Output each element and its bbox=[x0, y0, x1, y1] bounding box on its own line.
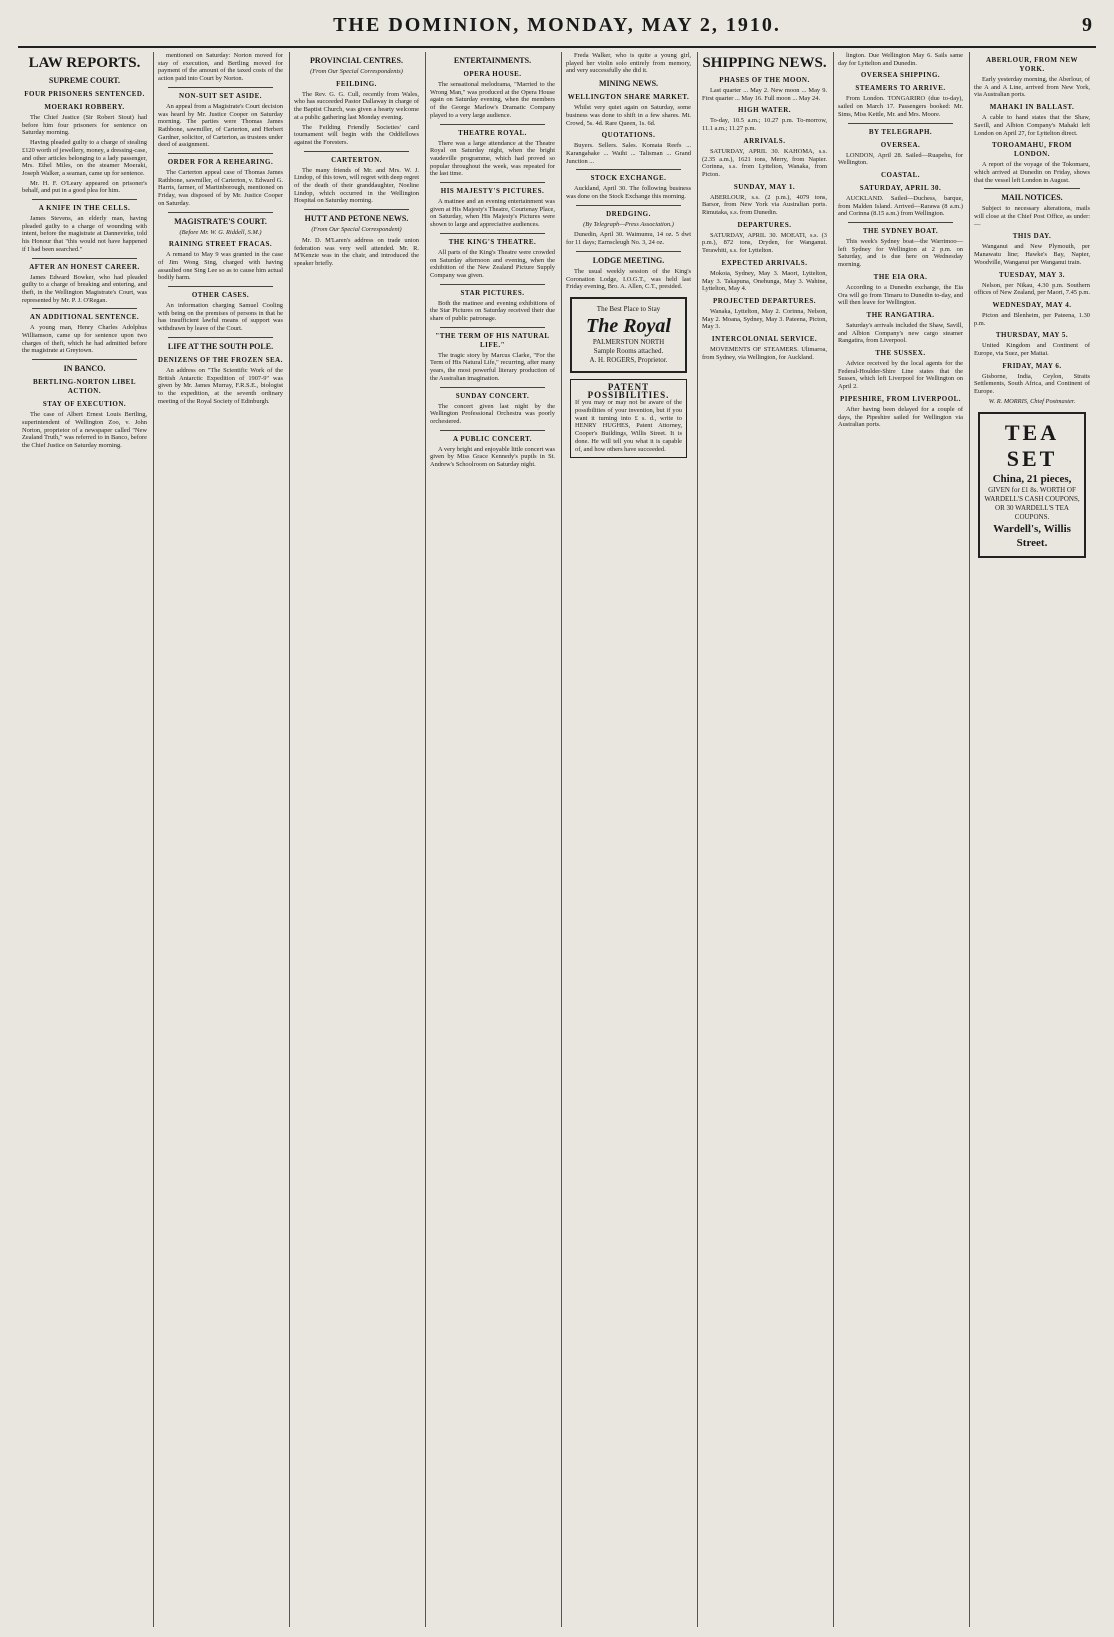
paragraph: Wanaka, Lyttelton, May 2. Corinna, Nelson, May 2. Moana, Sydney, May 3. Pateena, Picton, May 3. bbox=[702, 307, 827, 331]
paragraph: James Stevens, an elderly man, having pleaded guilty to a charge of wounding with intent, before the magistrate at Dannevirke, told his Honour that "this would not have happened if I had been searched." bbox=[22, 215, 147, 253]
patent-body: If you may or may not be aware of the possibilities of your invention, but if you want it turning into £ s. d., write to HENRY HUGHES, Patent Attorney, Cooper's Buildings, Willis Street. It is done. He will tell you what it is capable of, and how others have succeeded. bbox=[575, 399, 682, 453]
story-title: HUTT AND PETONE NEWS. bbox=[304, 214, 409, 224]
paragraph: Early yesterday morning, the Aberlour, of the A and A Line, arrived from New York, via Australian ports. bbox=[974, 76, 1090, 99]
story-title: NON-SUIT SET ASIDE. bbox=[179, 91, 262, 100]
divider bbox=[32, 359, 137, 360]
story-title: THE RANGATIRA. bbox=[866, 310, 935, 319]
divider bbox=[848, 222, 953, 223]
story-title: A KNIFE IN THE CELLS. bbox=[38, 204, 131, 213]
story-title: THE SUSSEX. bbox=[875, 349, 926, 358]
paragraph: The many friends of Mr. and Mrs. W. J. Lindop, of this town, will regret with deep regret of the death of their granddaughter, Noeline Lindop, which occurred in the Wellington Hospital on Saturday morning. bbox=[294, 166, 419, 205]
story-subtitle: DENIZENS OF THE FROZEN SEA. bbox=[158, 355, 283, 364]
paragraph: Mr. D. M'Laren's address on trade union federation was very well attended. Mr. R. M'Kenzie was in the chair, and introduced the speaker briefly. bbox=[294, 236, 419, 267]
story-title: ORDER FOR A REHEARING. bbox=[167, 158, 274, 167]
paragraph: A young man, Henry Charles Adolphus Williamson, came up for sentence upon two charges of theft, which he had admitted before the magistrate at Greytown. bbox=[22, 324, 147, 355]
paragraph: Saturday's arrivals included the Shaw, Savill, and Albion Company's new cargo steamer Rangatira, from Liverpool. bbox=[838, 321, 963, 345]
paragraph: The sensational melodrama, "Married to the Wrong Man," was produced at the Opera House again on Saturday evening, when the members of the George Marlow's Dramatic Company played to a very large audience. bbox=[430, 81, 555, 119]
paragraph: Mr. H. F. O'Leary appeared on prisoner's behalf, and put in a good plea for him. bbox=[22, 179, 147, 195]
story-subtitle: (Before Mr. W. G. Riddell, S.M.) bbox=[179, 228, 262, 236]
divider bbox=[304, 151, 409, 152]
story-subtitle: MOERAKI ROBBERY. bbox=[44, 103, 125, 111]
divider bbox=[168, 212, 273, 213]
paragraph: According to a Dunedin exchange, the Eia Ora will go from Timaru to Dunedin to-day, and will then leave for Wellington. bbox=[838, 283, 963, 307]
story-title: STOCK EXCHANGE. bbox=[590, 174, 667, 183]
story-title: A PUBLIC CONCERT. bbox=[452, 434, 533, 443]
story-subtitle: (By Telegraph—Press Association.) bbox=[583, 220, 674, 228]
story-title: LODGE MEETING. bbox=[592, 255, 665, 265]
paragraph: Last quarter ... May 2. New moon ... May 9. First quarter ... May 16. Full moon ... May 24. bbox=[702, 87, 827, 102]
paragraph: Gisborne, India, Ceylon, Straits Settlements, South Africa, and Continent of Europe. bbox=[974, 372, 1090, 396]
paragraph: Having pleaded guilty to a charge of stealing £120 worth of jewellery, money, a dressing-case, and other articles belonging to a lady passenger, Mrs. Ethel Miles, on the steamer Moeraki, Joseph Walker, a seaman, came up for sentence. bbox=[22, 139, 147, 177]
divider bbox=[440, 284, 545, 285]
divider bbox=[304, 209, 409, 210]
paragraph: To-day, 10.5 a.m.; 10.27 p.m. To-morrow, 11.1 a.m.; 11.27 p.m. bbox=[702, 117, 827, 133]
story-title: OPERA HOUSE. bbox=[463, 70, 522, 78]
story-subtitle: TUESDAY, MAY 3. bbox=[999, 270, 1065, 279]
paragraph: After having been delayed for a couple of days, the Pipeshire sailed for Wellington via Australian ports. bbox=[838, 405, 963, 429]
story-title: OTHER CASES. bbox=[191, 291, 250, 300]
paragraph: A remand to May 9 was granted in the case of Jim Wong Sing, charged with having assaulted one Sing Lee so as to cause him actual bodily harm. bbox=[158, 251, 283, 282]
divider bbox=[32, 199, 137, 200]
story-title: PIPESHIRE, FROM LIVERPOOL. bbox=[839, 394, 962, 403]
paragraph: Wanganui and New Plymouth, per Manawatu line; Hawke's Bay, Napier, Woodville, Wanganui per Wanganui train. bbox=[974, 243, 1090, 266]
divider bbox=[576, 205, 681, 206]
divider bbox=[32, 258, 137, 259]
ad-name: The Royal bbox=[586, 314, 671, 337]
column-court-cases bbox=[154, 52, 290, 1627]
paragraph: United Kingdom and Continent of Europe, via Suez, per Maitai. bbox=[974, 342, 1090, 358]
story-title: STAR PICTURES. bbox=[460, 288, 525, 297]
paragraph: This week's Sydney boat—the Warrimoo—left Sydney for Wellington at 2 p.m. on Saturday, and is due here on Wednesday morning. bbox=[838, 238, 963, 269]
story-subtitle: STAY OF EXECUTION. bbox=[42, 400, 127, 409]
story-title: AFTER AN HONEST CAREER. bbox=[29, 262, 140, 271]
ad-tagline: The Best Place to Stay bbox=[596, 304, 661, 313]
paragraph: An appeal from a Magistrate's Court decision was heard by Mr. Justice Cooper on Saturday morning. The parties were Thomas James Rathbone, sawmiller, of Carterton, and Herbert Gardner, solicitor, of Carterton, as trustees under deed of assignment. bbox=[158, 102, 283, 149]
paragraph: Subject to necessary alterations, mails will close at the Chief Post Office, as under:— bbox=[974, 205, 1090, 228]
story-title: FEILDING. bbox=[336, 79, 377, 88]
paragraph: MOVEMENTS OF STEAMERS. Ulimaroa, from Sydney, via Wellington, for Auckland. bbox=[702, 346, 827, 361]
paragraph: A report of the voyage of the Tokomaru, which arrived at Dunedin on Friday, shows that the vessel left London in August. bbox=[974, 161, 1090, 184]
paragraph: SATURDAY, APRIL 30. MOEATI, s.s. (3 p.m.), 872 tons, Dryden, for Wanganui. Terawhiti, s.s. for Lyttelton. bbox=[702, 231, 827, 255]
story-title: HIGH WATER. bbox=[737, 106, 792, 115]
divider bbox=[440, 182, 545, 183]
section-heading: ENTERTAINMENTS. bbox=[453, 56, 532, 65]
divider bbox=[440, 327, 545, 328]
story-title: INTERCOLONIAL SERVICE. bbox=[711, 335, 818, 344]
paragraph: A matinee and an evening entertainment was given at His Majesty's Theatre, Courtenay Place, on Saturday, when His Majesty's Pictures were shown to large and appreciative audiences. bbox=[430, 198, 555, 229]
story-title: AN ADDITIONAL SENTENCE. bbox=[29, 313, 140, 322]
divider bbox=[576, 169, 681, 170]
paragraph: All parts of the King's Theatre were crowded on Saturday afternoon and evening, when the exhibition of the New Zealand Picture Supply Company was given. bbox=[430, 248, 555, 279]
paragraph: James Edward Bowker, who had pleaded guilty to a charge of breaking and entering, and theft, in the Wellington Magistrate's Court, was represented by Mr. P. J. O'Regan. bbox=[22, 273, 147, 304]
paragraph: The concert given last night by the Wellington Professional Orchestra was poorly orchestered. bbox=[430, 402, 555, 425]
column-provincial bbox=[290, 52, 426, 1627]
story-title: HIS MAJESTY'S PICTURES. bbox=[440, 187, 545, 196]
paragraph: Mokoia, Sydney, May 3. Maori, Lyttelton, May 3. Takapuna, Onehunga, May 3. Wahine, Lyttelton, May 4. bbox=[702, 269, 827, 293]
divider bbox=[984, 188, 1080, 189]
divider bbox=[32, 308, 137, 309]
story-title: MAGISTRATE'S COURT. bbox=[174, 216, 267, 226]
story-title: ABERLOUR, FROM NEW YORK. bbox=[985, 56, 1079, 73]
column-entertainments bbox=[426, 52, 562, 1627]
divider bbox=[440, 124, 545, 125]
royal-hotel-ad bbox=[570, 297, 687, 373]
paragraph: lington. Due Wellington May 6. Sails same day for Lyttelton and Dunedin. bbox=[838, 52, 963, 67]
tea-ad-footer: Wardell's, Willis Street. bbox=[993, 522, 1071, 549]
section-subtitle: (From Our Special Correspondents) bbox=[310, 68, 403, 75]
story-subtitle: OVERSEA. bbox=[880, 140, 921, 149]
divider bbox=[168, 87, 273, 88]
story-title: QUOTATIONS. bbox=[601, 131, 656, 140]
story-title: LIFE AT THE SOUTH POLE. bbox=[167, 341, 274, 351]
divider bbox=[168, 337, 273, 338]
paragraph: The tragic story by Marcus Clarke, "For the Term of His Natural Life," recurring, after many years, the most powerful literary production of the Australian imagination. bbox=[430, 351, 555, 382]
patent-title: PATENT POSSIBILITIES. bbox=[587, 381, 670, 400]
story-title: DEPARTURES. bbox=[737, 220, 792, 229]
story-subtitle: THIS DAY. bbox=[1012, 232, 1052, 241]
divider bbox=[168, 286, 273, 287]
paragraph: An information charging Samuel Cooling with being on the premises of persons in that he has insufficient lawful means of support was withdrawn by leave of the Court. bbox=[158, 302, 283, 333]
section-heading: MINING NEWS. bbox=[598, 79, 659, 89]
story-title: ARRIVALS. bbox=[743, 136, 786, 145]
tea-set-ad bbox=[978, 412, 1086, 558]
paragraph: Whilst very quiet again on Saturday, some business was done to shift in a few shares. Mt. Crowd, 5s. 4d. Rare Queen, 1s. 6d. bbox=[566, 104, 691, 127]
column-mail-notices bbox=[970, 52, 1096, 1627]
paragraph: LONDON, April 28. Sailed—Ruapehu, for Wellington. bbox=[838, 151, 963, 167]
story-title: THE EIA ORA. bbox=[873, 272, 928, 281]
section-heading: PROVINCIAL CENTRES. bbox=[310, 56, 403, 65]
patent-ad bbox=[570, 379, 687, 458]
ad-proprietor: A. H. ROGERS, Proprietor. bbox=[589, 355, 668, 364]
divider bbox=[848, 123, 953, 124]
subheading: SUPREME COURT. bbox=[48, 76, 121, 85]
paragraph: Advice received by the local agents for the Federal-Houlder-Shire Line states that the Sussex, which left Liverpool for Wellington on April 2. bbox=[838, 360, 963, 391]
paragraph: Picton and Blenheim, per Pateena, 1.30 p.m. bbox=[974, 311, 1090, 327]
section-heading: LAW REPORTS. bbox=[28, 55, 141, 71]
paragraph: From London. TONGARIRO (due to-day), sailed on March 17. Passengers booked: Mr. Sims, Miss Kettle, Mr. and Mrs. Moore. bbox=[838, 95, 963, 118]
postmaster-signature: W. R. MORRIS, Chief Postmaster. bbox=[988, 397, 1076, 405]
divider bbox=[440, 233, 545, 234]
divider bbox=[576, 251, 681, 252]
divider bbox=[168, 153, 273, 154]
column-mining bbox=[562, 52, 698, 1627]
story-title: EXPECTED ARRIVALS. bbox=[721, 258, 808, 267]
story-title: MAHAKI IN BALLAST. bbox=[989, 103, 1075, 112]
story-subtitle: (From Our Special Correspondent) bbox=[311, 226, 402, 234]
paragraph: The Chief Justice (Sir Robert Stout) had before him four prisoners for sentence on Saturday morning. bbox=[22, 114, 147, 137]
paragraph: There was a large attendance at the Theatre Royal on Saturday night, when the bright vaudeville programme, which had proved so popular throughout the week, was repeated for the last time. bbox=[430, 139, 555, 178]
page-number: 9 bbox=[1082, 14, 1092, 36]
story-subtitle: WEDNESDAY, MAY 4. bbox=[992, 300, 1072, 309]
story-subtitle: SATURDAY, APRIL 30. bbox=[859, 183, 942, 192]
paragraph: SATURDAY, APRIL 30. KAHOMA, s.s. (2.35 a.m.), 1621 tons, Merry, from Napier. Corinna, s.s. from Lyttelton, Wanaka, from Picton. bbox=[702, 147, 827, 178]
paragraph: mentioned on Saturday: Norton moved for stay of execution, and Bertling moved for payment of the amount of the taxed costs of the action paid into Court by Norton. bbox=[158, 52, 283, 83]
story-title: SUNDAY, MAY 1. bbox=[733, 182, 796, 191]
paragraph: The Feilding Friendly Societies' card tournament will begin with the Oddfellows against the Foresters. bbox=[294, 123, 419, 146]
story-title: BY TELEGRAPH. bbox=[868, 127, 933, 136]
story-title: SUNDAY CONCERT. bbox=[455, 391, 530, 400]
paragraph: An address on "The Scientific Work of the British Antarctic Expedition of 1907-9" was given by Mr. James Murray, F.R.S.E., biologist to the expedition, at the seventh ordinary meeting of the Royal Society of Edinburgh. bbox=[158, 366, 283, 405]
story-subtitle: THURSDAY, MAY 5. bbox=[995, 331, 1069, 340]
story-subtitle: FRIDAY, MAY 6. bbox=[1002, 361, 1062, 370]
paragraph: Both the matinee and evening exhibitions of the Star Pictures on Saturday received their due share of public patronage. bbox=[430, 299, 555, 323]
ad-note: Sample Rooms attached. bbox=[593, 346, 664, 355]
paragraph: The case of Albert Ernest Louis Bertling, superintendent of Wellington Zoo, v. John Norton, proprietor of a newspaper called "New Zealand Truth," was referred to in Banco, before the Chief Justice on Saturday morning. bbox=[22, 411, 147, 449]
column-shipping bbox=[698, 52, 834, 1627]
section-heading: SHIPPING NEWS. bbox=[702, 55, 827, 71]
paragraph: The Rev. G. G. Cull, recently from Wales, who has succeeded Pastor Dallaway in charge of the Baptist Church, was given a hearty welcome at a public gathering last Monday evening. bbox=[294, 90, 419, 121]
story-subtitle: RAINING STREET FRACAS. bbox=[168, 240, 273, 249]
masthead-title: THE DOMINION, MONDAY, MAY 2, 1910. bbox=[333, 14, 781, 36]
tea-ad-line2: GIVEN for £1 8s. WORTH OF WARDELL'S CASH COUPONS, OR 30 WARDELL'S TEA COUPONS. bbox=[984, 485, 1080, 521]
story-title: "THE TERM OF HIS NATURAL LIFE." bbox=[435, 331, 550, 349]
divider bbox=[440, 430, 545, 431]
paragraph: ABERLOUR, s.s. (2 p.m.), 4079 tons, Barsor, from New York via Australian ports. Rimutaka, s.s. from Dunedin. bbox=[702, 193, 827, 217]
story-title: PHASES OF THE MOON. bbox=[719, 76, 810, 84]
ad-city: PALMERSTON NORTH bbox=[592, 337, 665, 346]
story-title: COASTAL. bbox=[880, 170, 921, 179]
paragraph: A very bright and enjoyable little concert was given by Miss Grace Kennedy's pupils in St. Andrew's Schoolroom on Saturday night. bbox=[430, 445, 555, 469]
story-title: THE KING'S THEATRE. bbox=[448, 237, 537, 246]
story-title: WELLINGTON SHARE MARKET. bbox=[567, 93, 690, 102]
paragraph: Nelson, per Nikau, 4.30 p.m. Southern offices of New Zealand, per Maori, 7.45 p.m. bbox=[974, 281, 1090, 297]
story-title: CARTERTON. bbox=[331, 155, 382, 164]
tea-ad-title: TEA SET bbox=[1004, 419, 1060, 471]
story-title: OVERSEA SHIPPING. bbox=[860, 71, 941, 80]
paragraph: Dunedin, April 30. Waimumu, 14 oz. 5 dwt for 11 days; Earnscleugh No. 3, 24 oz. bbox=[566, 231, 691, 247]
masthead bbox=[18, 8, 1096, 48]
divider bbox=[440, 387, 545, 388]
story-title: THEATRE ROYAL. bbox=[458, 128, 527, 137]
paragraph: Freda Walker, who is quite a young girl, played her violin solo entirely from memory, and very successfully she did it. bbox=[566, 52, 691, 75]
column-oversea-shipping bbox=[834, 52, 970, 1627]
story-title: MAIL NOTICES. bbox=[1001, 193, 1063, 203]
story-title: THE SYDNEY BOAT. bbox=[862, 227, 939, 236]
story-title: IN BANCO. bbox=[63, 364, 106, 374]
story-title: PROJECTED DEPARTURES. bbox=[712, 296, 817, 305]
paragraph: The usual weekly session of the King's Coronation Lodge, I.O.G.T., was held last Friday evening, Bro. A. Allen, C.T., presided. bbox=[566, 267, 691, 291]
story-subtitle: BERTLING-NORTON LIBEL ACTION. bbox=[32, 378, 137, 396]
column-law-reports bbox=[18, 52, 154, 1627]
paragraph: A cable to hand states that the Shaw, Savill, and Albion Company's Mahaki left London on April 27, for Lyttelton direct. bbox=[974, 114, 1090, 137]
paragraph: AUCKLAND. Sailed—Duchess, barque, from Malden Island. Arrived—Rarawa (8 a.m.) and Corinna (8.15 a.m.) from Wellington. bbox=[838, 194, 963, 218]
story-title: FOUR PRISONERS SENTENCED. bbox=[24, 90, 145, 98]
story-title: TOROAMAHU, FROM LONDON. bbox=[991, 141, 1073, 159]
paragraph: The Carterton appeal case of Thomas James Rathbone, sawmiller, of Carterton, v. Edward G. Harris, farmer, of Martinborough, mentioned on Friday, was disposed of by Mr. Justice Cooper on Saturday. bbox=[158, 169, 283, 207]
paragraph: Auckland, April 30. The following business was done on the Stock Exchange this morning. bbox=[566, 185, 691, 201]
story-title: DREDGING. bbox=[606, 209, 651, 218]
tea-ad-line1: China, 21 pieces, bbox=[992, 472, 1072, 485]
paragraph: Buyers. Sellers. Sales. Komata Reefs ... Karangahake ... Waihi ... Talisman ... Grand Junction ... bbox=[566, 142, 691, 165]
story-subtitle: STEAMERS TO ARRIVE. bbox=[855, 84, 946, 93]
